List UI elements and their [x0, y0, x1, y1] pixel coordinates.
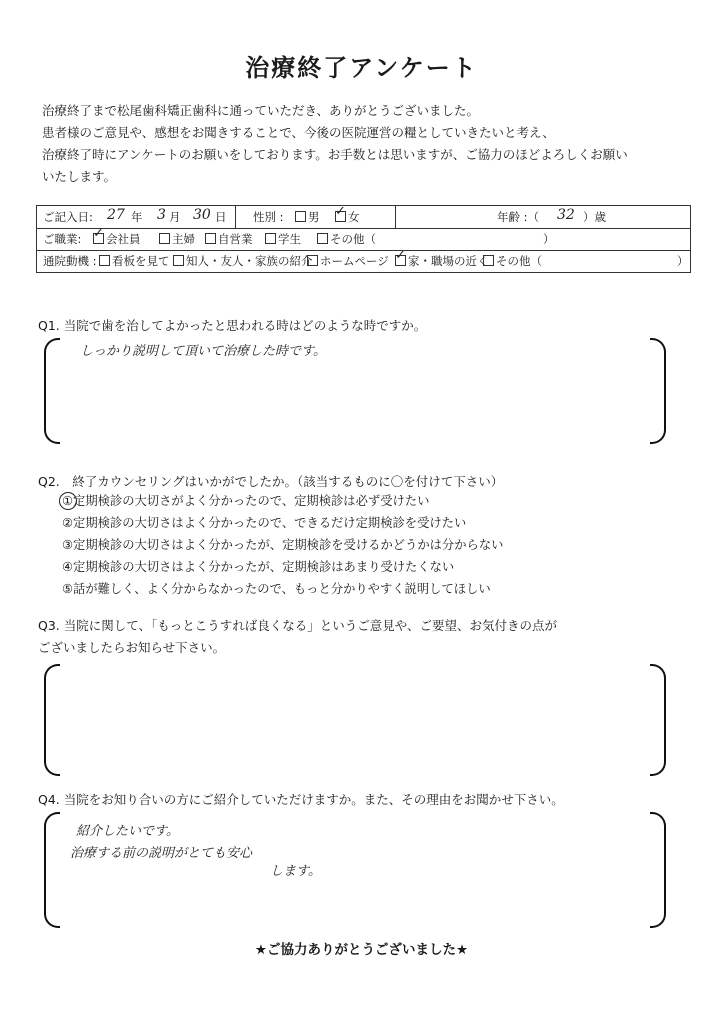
checkbox-nearby[interactable] — [395, 248, 406, 266]
selection-circle-icon — [59, 492, 77, 510]
intro-line: いたします。 — [42, 169, 117, 184]
date-month-unit: 月 — [169, 210, 181, 224]
q4-bracket-left — [44, 812, 60, 928]
occupation-option-other[interactable]: その他（ — [317, 231, 376, 247]
checkbox-other[interactable] — [317, 233, 328, 244]
checkbox-female[interactable] — [335, 204, 346, 222]
checkbox-company[interactable] — [93, 226, 104, 244]
q2-option-5[interactable]: ⑤話が難しく、よく分からなかったので、もっと分かりやすく説明してほしい — [62, 582, 491, 596]
occupation-option-housewife[interactable]: 主婦 — [159, 231, 195, 247]
q2-option-3[interactable]: ③定期検診の大切さはよく分かったが、定期検診を受けるかどうかは分からない — [62, 538, 504, 552]
age-label: 年齢 :（ — [497, 210, 540, 224]
intro-text — [42, 100, 692, 188]
date-label: ご記入日: — [43, 210, 93, 224]
date-day-unit: 日 — [215, 210, 227, 224]
motive-option-homepage[interactable]: ホームページ — [307, 253, 389, 269]
gender-female-option[interactable]: ✓ 女 — [335, 204, 360, 224]
checkbox-selfemployed[interactable] — [205, 233, 216, 244]
q4-answer-line1[interactable]: 紹介したいです。 — [76, 824, 179, 839]
q2-option-1[interactable]: ①定期検診の大切さがよく分かったので、定期検診は必ず受けたい — [62, 494, 430, 508]
q3-question-line2: ございましたらお知らせ下さい。 — [38, 640, 226, 655]
q1-question: Q1. 当院で歯を治してよかったと思われる時はどのような時ですか。 — [38, 318, 427, 333]
q4-answer-line3[interactable]: します。 — [270, 864, 321, 879]
q1-answer[interactable]: しっかり説明して頂いて治療した時です。 — [80, 344, 326, 359]
date-day-value[interactable]: 30 — [193, 207, 211, 223]
occupation-option-company[interactable]: ✓ 会社員 — [93, 226, 141, 246]
q1-bracket-right — [650, 338, 666, 444]
motive-option-signboard[interactable]: 看板を見て — [99, 253, 170, 269]
motive-label: 通院動機 : — [43, 254, 97, 268]
divider — [395, 206, 396, 228]
info-row-date — [37, 206, 690, 229]
q2-option-4[interactable]: ④定期検診の大切さはよく分かったが、定期検診はあまり受けたくない — [62, 560, 455, 574]
gender-male-option[interactable]: 男 — [295, 209, 320, 225]
motive-other-close: ） — [677, 254, 689, 268]
checkbox-student[interactable] — [265, 233, 276, 244]
checkbox-housewife[interactable] — [159, 233, 170, 244]
date-year-value[interactable]: 27 — [107, 207, 125, 223]
intro-line: 治療終了時にアンケートのお願いをしております。お手数とは思いますが、ご協力のほどよろしくお願い — [42, 147, 628, 162]
checkbox-signboard[interactable] — [99, 255, 110, 266]
date-year-unit: 年 — [131, 210, 143, 224]
q3-question-line1: Q3. 当院に関して、「もっとこうすれば良くなる」というご意見や、ご要望、お気付きの点が — [38, 618, 557, 633]
check-mark-icon: ✓ — [93, 226, 104, 241]
occupation-option-selfemployed[interactable]: 自営業 — [205, 231, 253, 247]
checkbox-referral[interactable] — [173, 255, 184, 266]
age-suffix: ）歳 — [583, 210, 606, 224]
q2-options — [62, 490, 503, 600]
info-row-occupation — [37, 228, 690, 251]
page-title: 治療終了アンケート — [245, 54, 478, 82]
q4-bracket-right — [650, 812, 666, 928]
age-value[interactable]: 32 — [557, 207, 575, 223]
info-row-motive — [37, 250, 690, 272]
q3-bracket-left — [44, 664, 60, 776]
intro-line: 治療終了まで松尾歯科矯正歯科に通っていただき、ありがとうございました。 — [42, 103, 480, 118]
intro-line: 患者様のご意見や、感想をお聞きすることで、今後の医院運営の糧としていきたいと考え、 — [42, 125, 555, 140]
q4-question: Q4. 当院をお知り合いの方にご紹介していただけますか。また、その理由をお聞かせ下さい。 — [38, 792, 564, 807]
motive-option-nearby[interactable]: ✓ 家・職場の近く — [395, 248, 489, 268]
q1-bracket-left — [44, 338, 60, 444]
q2-question: Q2. 終了カウンセリングはいかがでしたか。（該当するものに〇を付けて下さい） — [38, 474, 504, 489]
occupation-label: ご職業: — [43, 232, 82, 246]
motive-option-other[interactable]: その他（ — [483, 253, 542, 269]
checkbox-motive-other[interactable] — [483, 255, 494, 266]
divider — [235, 206, 236, 228]
date-month-value[interactable]: 3 — [157, 207, 166, 223]
q3-bracket-right — [650, 664, 666, 776]
checkbox-male[interactable] — [295, 211, 306, 222]
thanks-footer: ★ご協力ありがとうございました★ — [254, 942, 469, 958]
patient-info-table — [36, 205, 691, 273]
motive-option-referral[interactable]: 知人・友人・家族の紹介 — [173, 253, 313, 269]
check-mark-icon: ✓ — [335, 204, 346, 219]
checkbox-homepage[interactable] — [307, 255, 318, 266]
check-mark-icon: ✓ — [395, 248, 406, 263]
occupation-other-close: ） — [543, 232, 555, 246]
q4-answer-line2[interactable]: 治療する前の説明がとても安心 — [70, 846, 253, 861]
gender-label: 性別 : — [253, 210, 284, 224]
q2-option-2[interactable]: ②定期検診の大切さはよく分かったので、できるだけ定期検診を受けたい — [62, 516, 467, 530]
occupation-option-student[interactable]: 学生 — [265, 231, 301, 247]
